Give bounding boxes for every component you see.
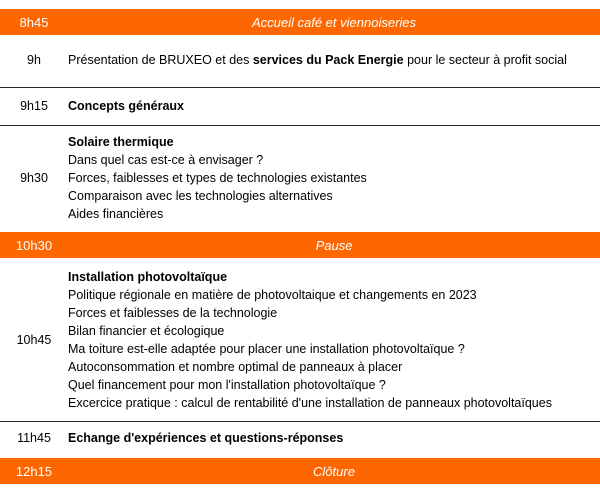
- agenda-row: [0, 422, 600, 454]
- agenda-break-label: Accueil café et viennoiseries: [251, 14, 417, 30]
- agenda-row: [0, 262, 600, 418]
- agenda-row: [0, 88, 600, 123]
- agenda-item: Forces et faiblesses de la technologie: [68, 306, 278, 320]
- agenda-item: Bilan financier et écologique: [68, 324, 225, 338]
- agenda-item: Excercice pratique : calcul de rentabilité d'une installation de panneaux photovoltaïques: [68, 396, 552, 410]
- agenda-row-break: [0, 9, 600, 35]
- agenda-item: Dans quel cas est-ce à envisager ?: [68, 153, 264, 167]
- agenda-time: 9h15: [20, 98, 48, 113]
- agenda-content: [68, 262, 600, 418]
- agenda-item: Autoconsommation et nombre optimal de panneaux à placer: [68, 360, 403, 374]
- agenda-item: Quel financement pour mon l'installation photovoltaïque ?: [68, 378, 386, 392]
- agenda-break-label: Pause: [315, 237, 353, 253]
- agenda-time: 10h30: [15, 237, 53, 253]
- agenda-row-break: [0, 232, 600, 258]
- agenda-item: Politique régionale en matière de photovoltaique et changements en 2023: [68, 288, 477, 302]
- agenda-time: 9h: [27, 53, 41, 67]
- agenda-row: [0, 126, 600, 230]
- agenda-time: 10h45: [16, 333, 52, 347]
- agenda-content: [68, 88, 600, 123]
- agenda-title: Installation photovoltaïque: [68, 270, 228, 284]
- agenda-description: [68, 51, 600, 69]
- agenda-time: 9h30: [20, 171, 48, 185]
- agenda-content: [68, 422, 600, 454]
- agenda-text-bold: services du Pack Energie: [252, 53, 404, 67]
- agenda-text: pour le secteur à profit social: [403, 53, 567, 67]
- agenda-row-break: [0, 458, 600, 484]
- agenda-time: 11h45: [17, 431, 51, 445]
- agenda-content: [68, 126, 600, 230]
- agenda-content: [68, 41, 600, 79]
- agenda-break-label: Clôture: [313, 463, 355, 479]
- agenda-item: Ma toiture est-elle adaptée pour placer une installation photovoltaïque ?: [68, 342, 465, 356]
- agenda-time: 8h45: [19, 14, 49, 30]
- agenda-title: Solaire thermique: [68, 135, 174, 149]
- agenda-item: Forces, faiblesses et types de technologies existantes: [68, 171, 367, 185]
- agenda-time: 12h15: [15, 463, 53, 479]
- agenda-title: Concepts généraux: [68, 98, 185, 113]
- agenda-title: Echange d'expériences et questions-réponses: [68, 431, 344, 445]
- agenda-text: Présentation de BRUXEO et des: [68, 53, 253, 67]
- agenda-item: Comparaison avec les technologies alternatives: [68, 189, 333, 203]
- agenda-item: Aides financières: [68, 207, 164, 221]
- agenda-row: [0, 41, 600, 79]
